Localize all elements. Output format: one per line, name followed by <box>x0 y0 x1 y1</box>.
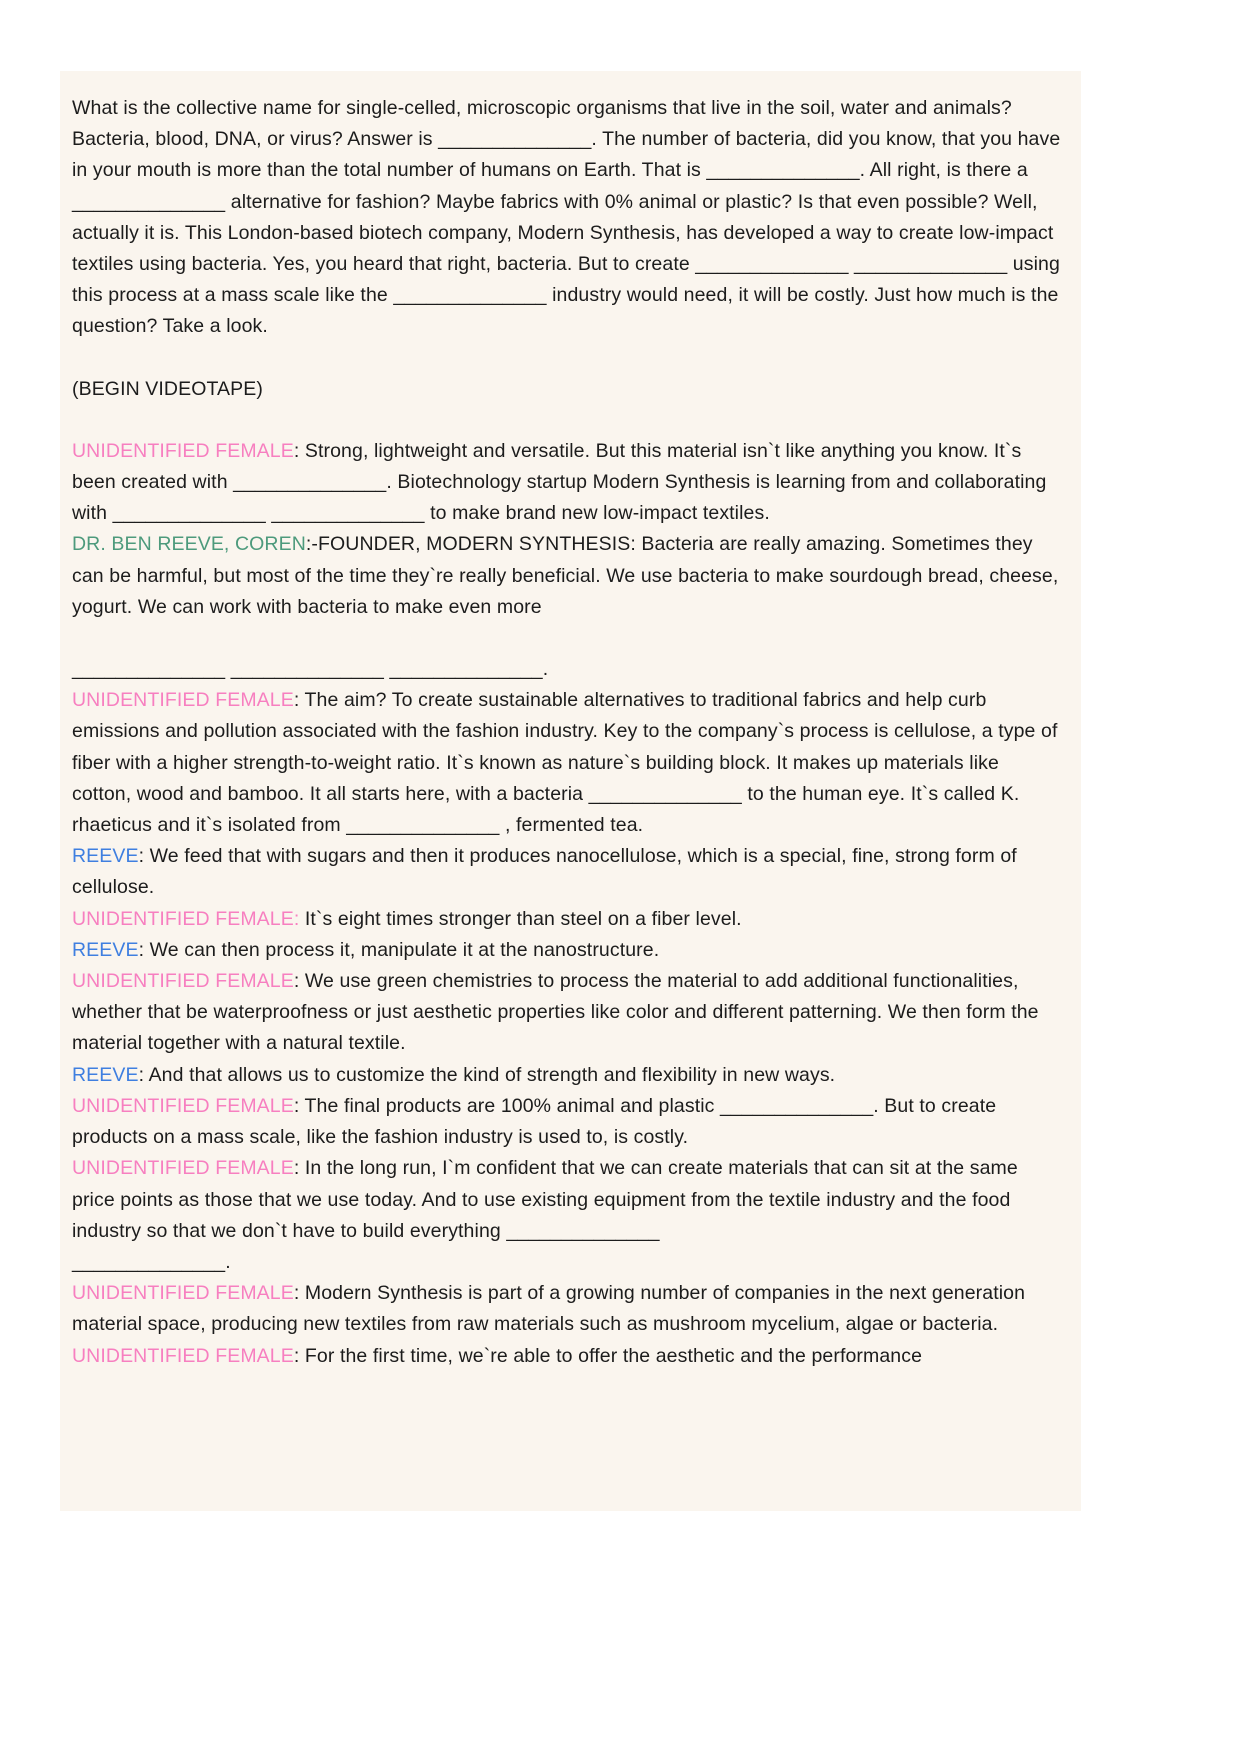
dialogue-line-4 <box>72 841 1063 903</box>
dialogue-text: We feed that with sugars and then it produces nanocellulose, which is a special, fine, strong form of cellulose. <box>72 845 1017 899</box>
speaker-separator: : <box>293 689 305 712</box>
document-page <box>60 71 1081 1511</box>
speaker-label: UNIDENTIFIED FEMALE: <box>72 907 300 930</box>
speaker-separator: : <box>293 1157 305 1180</box>
dialogue-line-5 <box>72 904 1063 935</box>
dialogue-line-7 <box>72 966 1063 1060</box>
dialogue-line-11 <box>72 1278 1063 1340</box>
speaker-separator: : <box>293 1344 305 1367</box>
dialogue-text: Bacteria are really amazing. Sometimes they can be harmful, but most of the time they`re really beneficial. We use bacteria to make sourdough bread, cheese, yogurt. We can work with bacteria to make even more <box>72 533 1059 618</box>
intro-paragraph <box>72 93 1063 343</box>
dialogue-line-3 <box>72 685 1063 841</box>
dialogue-text: The aim? To create sustainable alternatives to traditional fabrics and help curb emissions and pollution associated with the fashion industry. Key to the company`s process is cellulose, a type of fiber with a higher strength-to-weight ratio. It`s known as nature`s building block. It makes up materials like cotton, wood and bamboo. It all starts here, with a bacteria ______________ to the human eye. It`s called K. rhaeticus and it`s isolated from ______________ , fermented tea. <box>72 689 1058 837</box>
speaker-label: REEVE <box>72 1063 139 1086</box>
speaker-separator: : <box>138 1063 149 1086</box>
dialogue-line-9 <box>72 1091 1063 1153</box>
speaker-separator: : <box>293 970 305 993</box>
dialogue-text: The final products are 100% animal and plastic ______________. But to create products on a mass scale, like the fashion industry is used to, is costly. <box>72 1094 997 1149</box>
speaker-label: UNIDENTIFIED FEMALE <box>72 1157 294 1180</box>
speaker-label: UNIDENTIFIED FEMALE <box>72 1282 294 1305</box>
dialogue-text: We use green chemistries to process the material to add additional functionalities, whether that be waterproofness or just aesthetic properties like color and different patterning. We then form the material together with a natural textile. <box>72 970 1039 1055</box>
speaker-label: UNIDENTIFIED FEMALE <box>72 439 294 462</box>
dialogue-line-10 <box>72 1153 1063 1247</box>
dialogue-text: For the first time, we`re able to offer the aesthetic and the performance <box>304 1344 923 1367</box>
paragraph-gap-2 <box>72 405 1063 436</box>
dialogue-line-12 <box>72 1341 1063 1372</box>
dialogue-text: Strong, lightweight and versatile. But this material isn`t like anything you know. It`s been created with ______________. Biotechnology startup Modern Synthesis is learning from and collaborating with ______________ ______________ to make brand new low-impact textiles. <box>72 439 1047 525</box>
paragraph-gap-3 <box>72 623 1063 654</box>
speaker-separator: : <box>293 1282 305 1305</box>
speaker-separator: : <box>138 938 150 961</box>
dialogue-text: In the long run, I`m confident that we can create materials that can sit at the same price points as those that we use today. And to use existing equipment from the textile industry and the food industry so that we don`t have to build everything ______________ <box>72 1157 1018 1242</box>
speaker-label: DR. BEN REEVE, COREN <box>72 533 306 556</box>
dialogue-text: Modern Synthesis is part of a growing number of companies in the next generation material space, producing new textiles from raw materials such as mushroom mycelium, algae or bacteria. <box>72 1282 1026 1336</box>
videotape-cue <box>72 374 1063 405</box>
paragraph-text: ______________. <box>72 1250 231 1273</box>
paragraph-text: ______________ ______________ ______________. <box>72 658 549 681</box>
blank-continuation-line <box>72 654 1063 685</box>
dialogue-line-2 <box>72 529 1063 623</box>
speaker-label: UNIDENTIFIED FEMALE <box>72 689 294 712</box>
speaker-label: UNIDENTIFIED FEMALE <box>72 970 294 993</box>
paragraph-text: (BEGIN VIDEOTAPE) <box>72 377 263 400</box>
speaker-label: UNIDENTIFIED FEMALE <box>72 1094 294 1117</box>
speaker-label: REEVE <box>72 845 139 868</box>
dialogue-line-6 <box>72 935 1063 966</box>
dialogue-text: It`s eight times stronger than steel on a fiber level. <box>304 907 742 930</box>
dialogue-line-1 <box>72 436 1063 530</box>
dialogue-text: And that allows us to customize the kind of strength and flexibility in new ways. <box>148 1063 836 1086</box>
dialogue-text: We can then process it, manipulate it at the nanostructure. <box>149 938 660 961</box>
dialogue-line-8 <box>72 1060 1063 1091</box>
speaker-separator: : <box>138 845 150 868</box>
paragraph-text: What is the collective name for single-celled, microscopic organisms that live in the soil, water and animals? Bacteria, blood, DNA, or virus? Answer is ______________. The number of bacteria, did you know, that you have in your mouth is more than the total number of humans on Earth. That is ______________. All right, is there a ______________ alternative for fashion? Maybe fabrics with 0% animal or plastic? Is that even possible? Well, actually it is. This London-based biotech company, Modern Synthesis, has developed a way to create low-impact textiles using bacteria. Yes, you heard that right, bacteria. But to create ______________ ______________ using this process at a mass scale like the ______________ industry would need, it will be costly. Just how much is the question? Take a look. <box>72 97 1061 338</box>
speaker-separator: : <box>293 1094 305 1117</box>
speaker-label: REEVE <box>72 938 139 961</box>
speaker-separator: :-FOUNDER, MODERN SYNTHESIS: <box>305 533 642 556</box>
blank-continuation-line-2 <box>72 1247 1063 1278</box>
speaker-separator: : <box>293 439 305 462</box>
speaker-label: UNIDENTIFIED FEMALE <box>72 1344 294 1367</box>
transcript-body <box>72 93 1063 1372</box>
paragraph-gap-1 <box>72 343 1063 374</box>
